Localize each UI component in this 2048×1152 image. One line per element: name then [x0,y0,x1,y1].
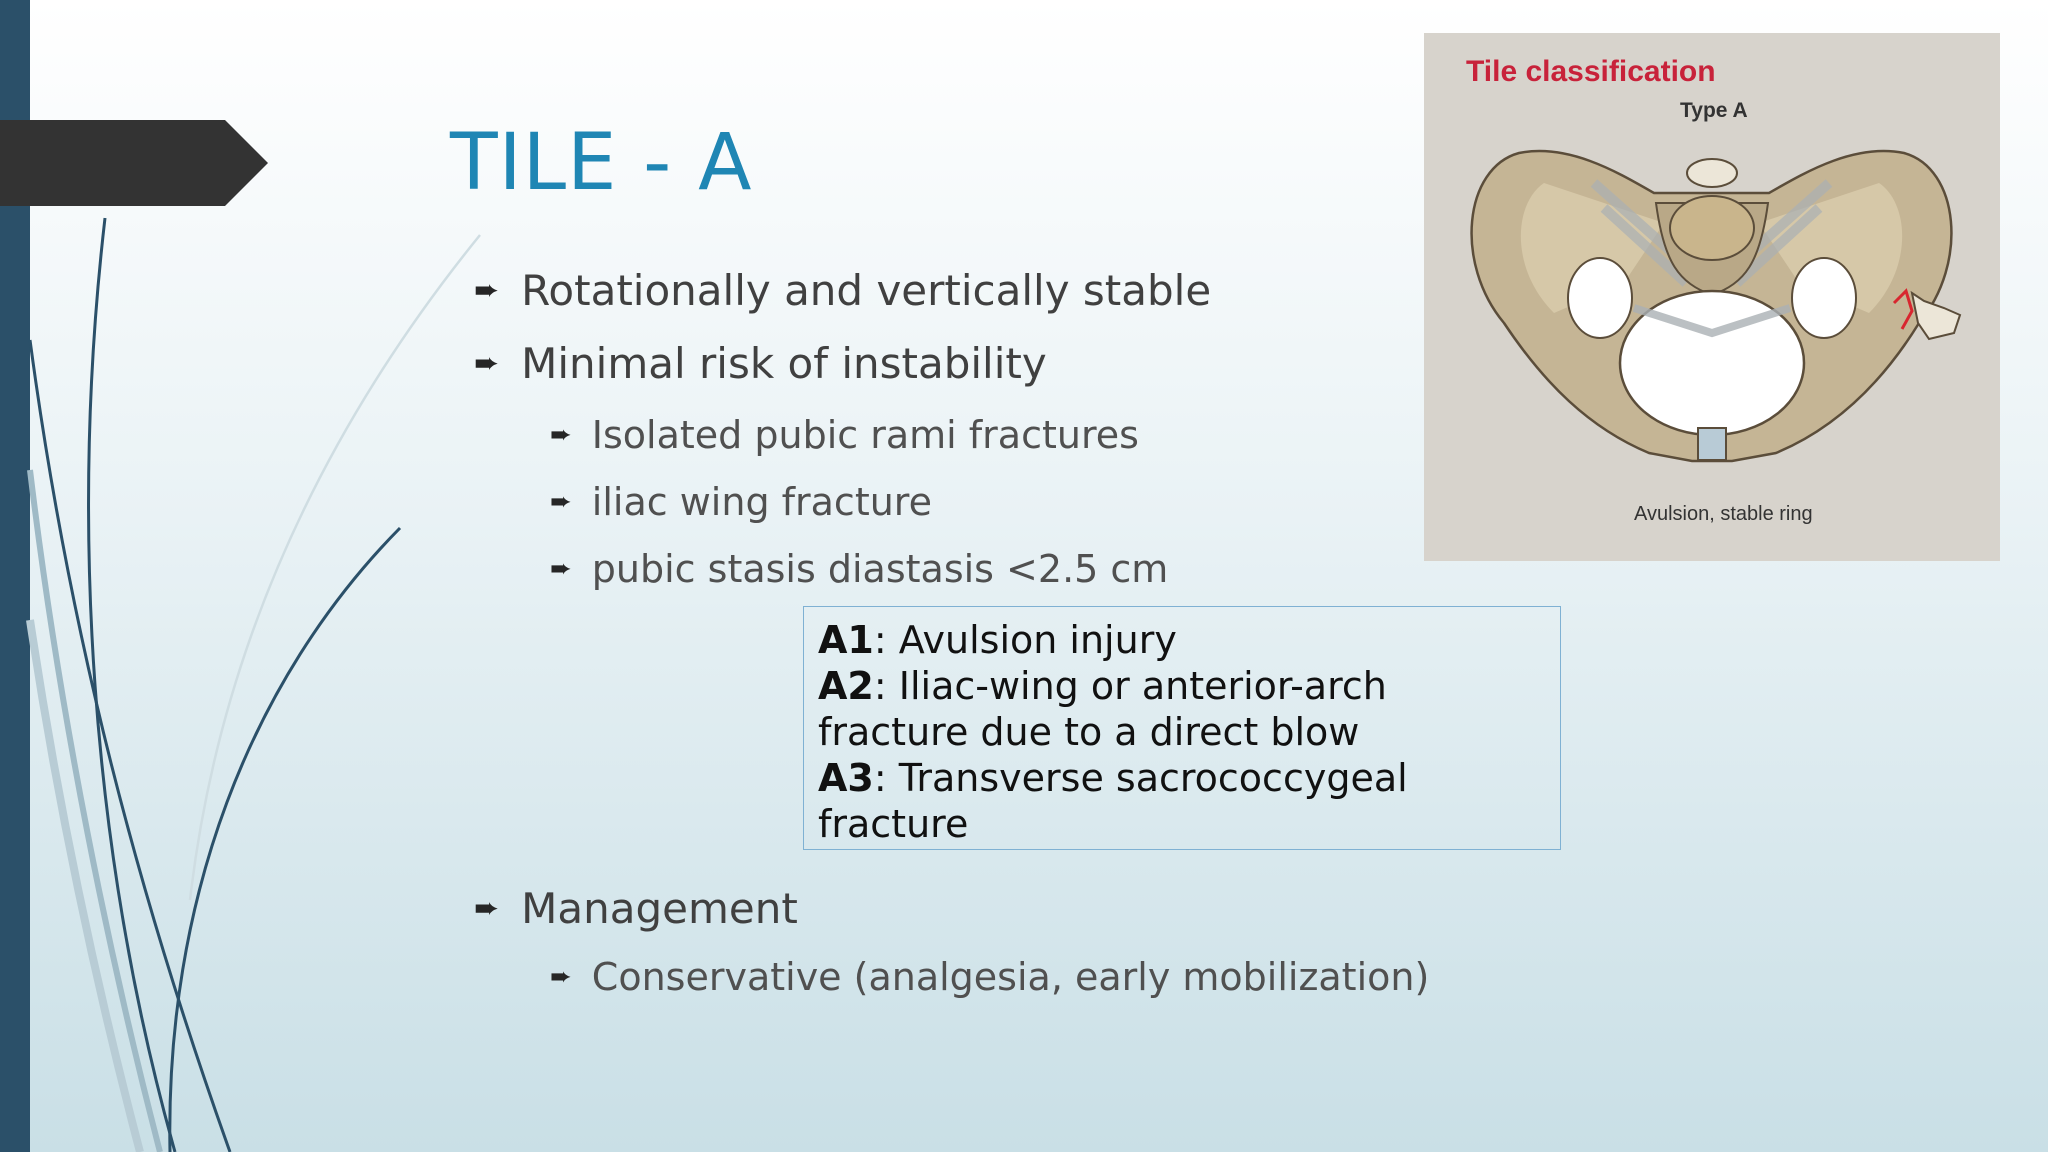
subtype-desc: : Transverse sacrococcygeal fracture [818,756,1408,846]
subtype-info-box [803,606,1561,850]
subtype-a1 [818,617,1546,663]
arrow-bullet-icon: ➨ [550,487,572,517]
sub-bullet-item [550,480,932,524]
bullet-item [474,266,1211,315]
bullet-item [474,339,1047,388]
figure-title: Tile classification [1466,55,1716,88]
arrow-bullet-icon: ➨ [474,273,500,308]
pelvis-figure [1424,33,2000,561]
figure-subtitle: Type A [1680,99,1748,122]
arrow-bullet-icon: ➨ [550,420,572,450]
subtype-code: A2 [818,664,874,708]
figure-caption: Avulsion, stable ring [1634,503,1813,525]
sub-bullet-text: Isolated pubic rami fractures [591,413,1139,457]
arrow-bullet-icon: ➨ [550,962,572,992]
arrow-bullet-icon: ➨ [474,891,500,926]
arrow-bullet-icon: ➨ [474,346,500,381]
subtype-a2 [818,663,1546,755]
bullet-text: Rotationally and vertically stable [521,266,1212,315]
sub-bullet-item [550,413,1139,457]
bullet-text: Minimal risk of instability [521,339,1047,388]
subtype-desc: : Iliac-wing or anterior-arch fracture due to a direct blow [818,664,1387,754]
subtype-code: A3 [818,756,874,800]
sub-bullet-text: iliac wing fracture [591,480,932,524]
sub-bullet-text: Conservative (analgesia, early mobilization) [591,955,1430,999]
title-arrow-shape [0,120,270,206]
arrow-bullet-icon: ➨ [550,554,572,584]
subtype-desc: : Avulsion injury [873,618,1177,662]
sub-bullet-item [550,955,1429,999]
sub-bullet-item [550,547,1168,591]
subtype-a3 [818,755,1546,847]
subtype-code: A1 [818,618,874,662]
management-bullet [474,884,798,933]
sub-bullet-text: pubic stasis diastasis <2.5 cm [591,547,1169,591]
management-label: Management [521,884,798,933]
slide-title: TILE - A [450,118,753,208]
